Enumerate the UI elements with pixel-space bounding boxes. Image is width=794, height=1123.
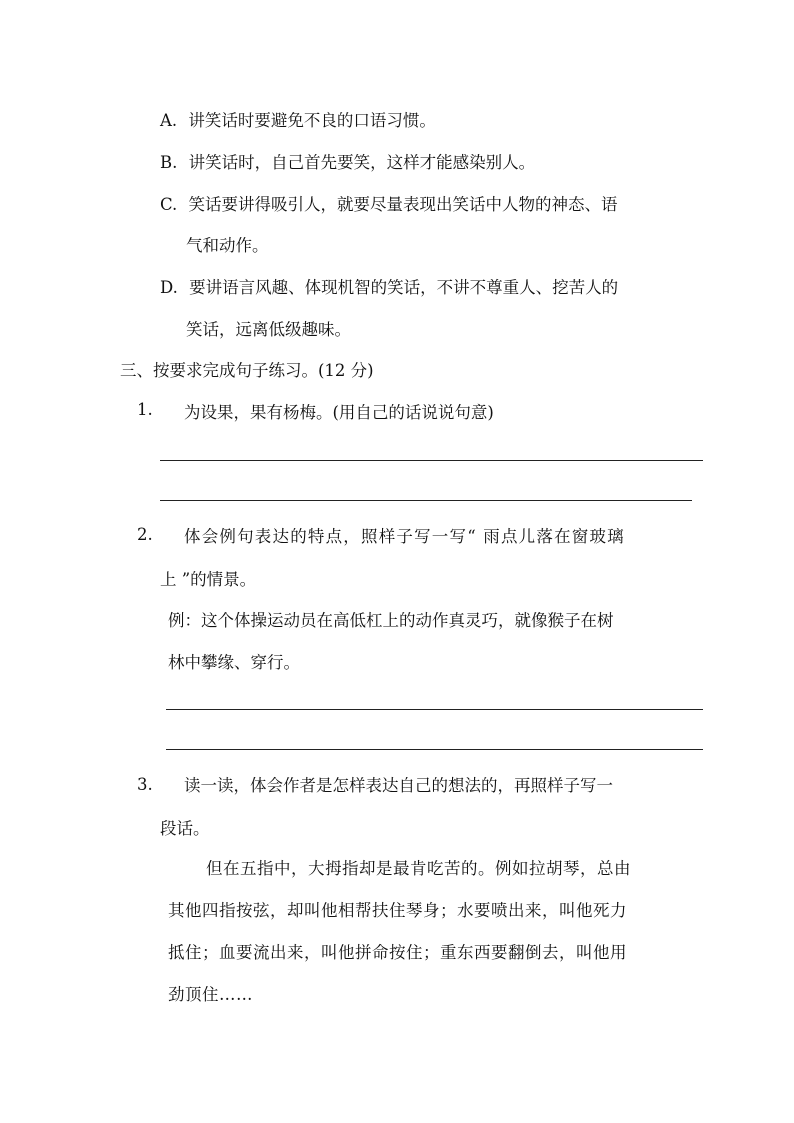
option-c-continuation: 气和动作。	[186, 236, 269, 255]
question-2-text: 体会例句表达的特点，照样子写一写“ 雨点儿落在窗玻璃	[184, 527, 625, 546]
reading-passage-line: 劲顶住……	[168, 985, 253, 1004]
reading-passage-line: 抵住；血要流出来，叫他拼命按住；重东西要翻倒去，叫他用	[168, 943, 627, 962]
question-2-number: 2.	[137, 525, 153, 544]
option-text: 讲笑话时要避免不良的口语习惯。	[188, 111, 436, 130]
answer-line[interactable]	[160, 460, 703, 461]
example-sentence-continuation: 林中攀缘、穿行。	[168, 653, 300, 672]
option-c	[160, 191, 618, 215]
option-text: 讲笑话时，自己首先要笑，这样才能感染别人。	[188, 153, 536, 172]
question-3-number: 3.	[137, 775, 153, 794]
example-sentence: 例：这个体操运动员在高低杠上的动作真灵巧，就像猴子在树	[168, 611, 614, 630]
option-letter: B.	[160, 153, 178, 172]
question-2-text-continuation: 上 ”的情景。	[160, 570, 257, 589]
answer-line[interactable]	[166, 749, 703, 750]
option-text: 要讲语言风趣、体现机智的笑话，不讲不尊重人、挖苦人的	[189, 278, 619, 297]
question-1-text: 为设果，果有杨梅。(用自己的话说说句意)	[184, 403, 494, 422]
option-d	[160, 274, 618, 298]
question-3-text-continuation: 段话。	[160, 819, 210, 838]
reading-passage-line: 但在五指中，大拇指却是最肯吃苦的。例如拉胡琴，总由	[206, 859, 631, 878]
option-letter: C.	[160, 195, 178, 214]
reading-passage-line: 其他四指按弦，却叫他相帮扶住琴身；水要喷出来，叫他死力	[168, 901, 627, 920]
answer-line[interactable]	[160, 500, 692, 501]
option-d-continuation: 笑话，远离低级趣味。	[186, 320, 351, 339]
option-text: 笑话要讲得吸引人，就要尽量表现出笑话中人物的神态、语	[188, 195, 618, 214]
question-1-number: 1.	[137, 400, 153, 419]
option-a	[160, 107, 436, 131]
answer-line[interactable]	[166, 709, 703, 710]
option-letter: D.	[160, 278, 178, 297]
option-b	[160, 149, 535, 173]
section-heading: 三、按要求完成句子练习。(12 分)	[120, 361, 374, 380]
option-letter: A.	[160, 111, 178, 130]
question-3-text: 读一读，体会作者是怎样表达自己的想法的，再照样子写一	[184, 776, 613, 795]
